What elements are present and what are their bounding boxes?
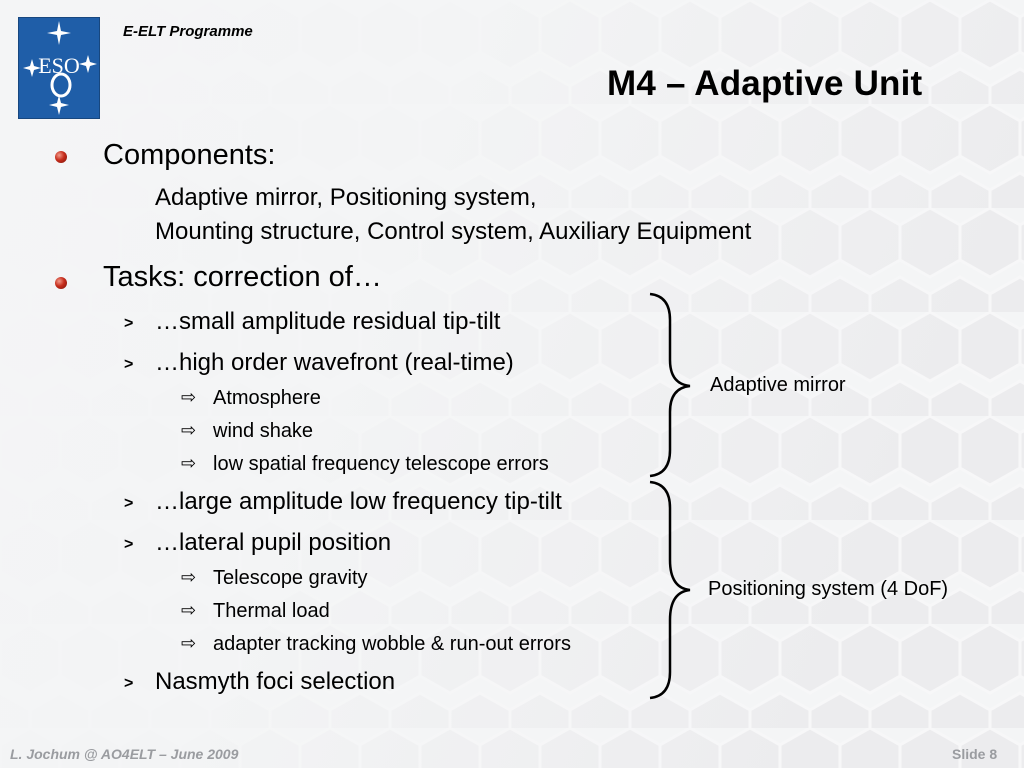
hollow-right-arrow-icon: ⇨ — [181, 567, 197, 587]
chevron-right-icon: > — [124, 675, 134, 692]
chevron-right-icon: > — [124, 315, 134, 332]
task-subitem: adapter tracking wobble & run-out errors — [213, 633, 571, 655]
eso-logo — [18, 17, 100, 119]
hollow-right-arrow-icon: ⇨ — [181, 600, 197, 620]
brace-positioning-system — [650, 482, 690, 698]
hollow-right-arrow-icon: ⇨ — [181, 420, 197, 440]
hollow-right-arrow-icon: ⇨ — [181, 633, 197, 653]
footer-slide-number: Slide 8 — [952, 746, 998, 762]
task-subitem: Thermal load — [213, 600, 330, 622]
task-item: …high order wavefront (real-time) — [155, 349, 514, 376]
bullet-tasks: Tasks: correction of… — [103, 261, 382, 293]
chevron-right-icon: > — [124, 536, 134, 553]
components-line-2: Mounting structure, Control system, Auxiliary Equipment — [155, 218, 752, 245]
task-item: …lateral pupil position — [155, 529, 392, 556]
chevron-right-icon: > — [124, 356, 134, 373]
eso-logo-icon — [18, 17, 100, 119]
red-sphere-bullet-icon — [55, 151, 67, 163]
bullet-components: Components: — [103, 139, 276, 171]
hollow-right-arrow-icon: ⇨ — [181, 387, 197, 407]
task-subitem: wind shake — [213, 420, 314, 442]
chevron-right-icon: > — [124, 495, 134, 512]
curly-braces — [640, 290, 700, 702]
task-item: …large amplitude low frequency tip-tilt — [155, 488, 562, 515]
eso-logo-text: ESO — [38, 53, 80, 78]
brace-adaptive-mirror — [650, 294, 690, 476]
red-sphere-bullet-icon — [55, 277, 67, 289]
slide-title: M4 – Adaptive Unit — [607, 64, 923, 103]
task-item: Nasmyth foci selection — [155, 668, 396, 695]
footer-author: L. Jochum @ AO4ELT – June 2009 — [10, 746, 239, 762]
task-subitem: low spatial frequency telescope errors — [213, 453, 549, 475]
components-line-1: Adaptive mirror, Positioning system, — [155, 184, 537, 211]
brace-label-positioning-system: Positioning system (4 DoF) — [708, 578, 949, 600]
task-subitem: Atmosphere — [213, 387, 321, 409]
programme-label: E-ELT Programme — [123, 23, 253, 40]
task-item: …small amplitude residual tip-tilt — [155, 308, 501, 335]
brace-label-adaptive-mirror: Adaptive mirror — [710, 374, 846, 396]
hollow-right-arrow-icon: ⇨ — [181, 453, 197, 473]
task-subitem: Telescope gravity — [213, 567, 368, 589]
